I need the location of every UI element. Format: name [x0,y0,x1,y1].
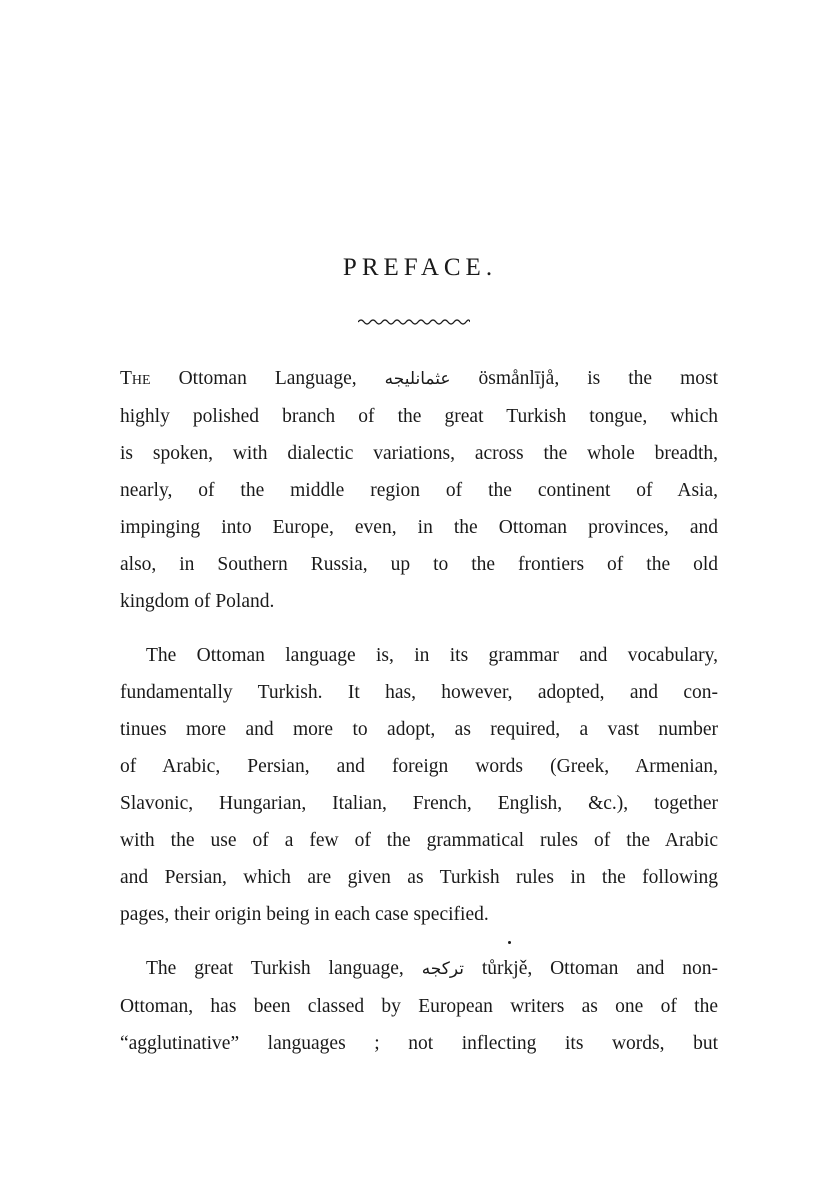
text-fragment: tůrkjě, Ottoman and non- [463,958,718,979]
wavy-rule-ornament [358,316,470,328]
text-line: also, in Southern Russia, up to the frontiers of the old [120,554,718,575]
first-word: The [120,368,151,389]
text-line: pages, their origin being in each case specified. [120,904,489,925]
text-line: nearly, of the middle region of the continent of Asia, [120,480,718,501]
text-line: of Arabic, Persian, and foreign words (Greek, Armenian, [120,756,718,777]
text-line [120,950,718,988]
text-line: Ottoman, has been classed by European writers as one of the [120,996,718,1017]
diacritic-dot [508,941,511,944]
text-line [120,360,718,398]
text-line: kingdom of Poland. [120,591,275,612]
page-title: PREFACE. [342,254,498,281]
text-line: with the use of a few of the grammatical rules of the Arabic [120,830,718,851]
text-line: fundamentally Turkish. It has, however, adopted, and con- [120,682,718,703]
text-fragment: The great Turkish language, [146,958,422,979]
text-fragment: ösmånlījå, is the most [450,368,718,389]
arabic-term: عثمانلیجه [384,369,451,389]
paragraph-grammar-vocabulary [120,637,718,933]
text-line: “agglutinative” languages ; not inflecting its words, but [120,1033,718,1054]
paragraph-ottoman-language [120,360,718,620]
text-line: Slavonic, Hungarian, Italian, French, English, &c.), together [120,793,718,814]
arabic-term: تركجه [421,959,464,979]
text-line: impinging into Europe, even, in the Ottoman provinces, and [120,517,718,538]
text-line: highly polished branch of the great Turkish tongue, which [120,406,718,427]
paragraph-turkish-language [120,950,718,1062]
text-line: tinues more and more to adopt, as required, a vast number [120,719,718,740]
text-fragment: Ottoman Language, [150,368,385,389]
text-line: The Ottoman language is, in its grammar and vocabulary, [146,645,718,666]
text-line: and Persian, which are given as Turkish rules in the following [120,867,718,888]
text-line: is spoken, with dialectic variations, across the whole breadth, [120,443,718,464]
